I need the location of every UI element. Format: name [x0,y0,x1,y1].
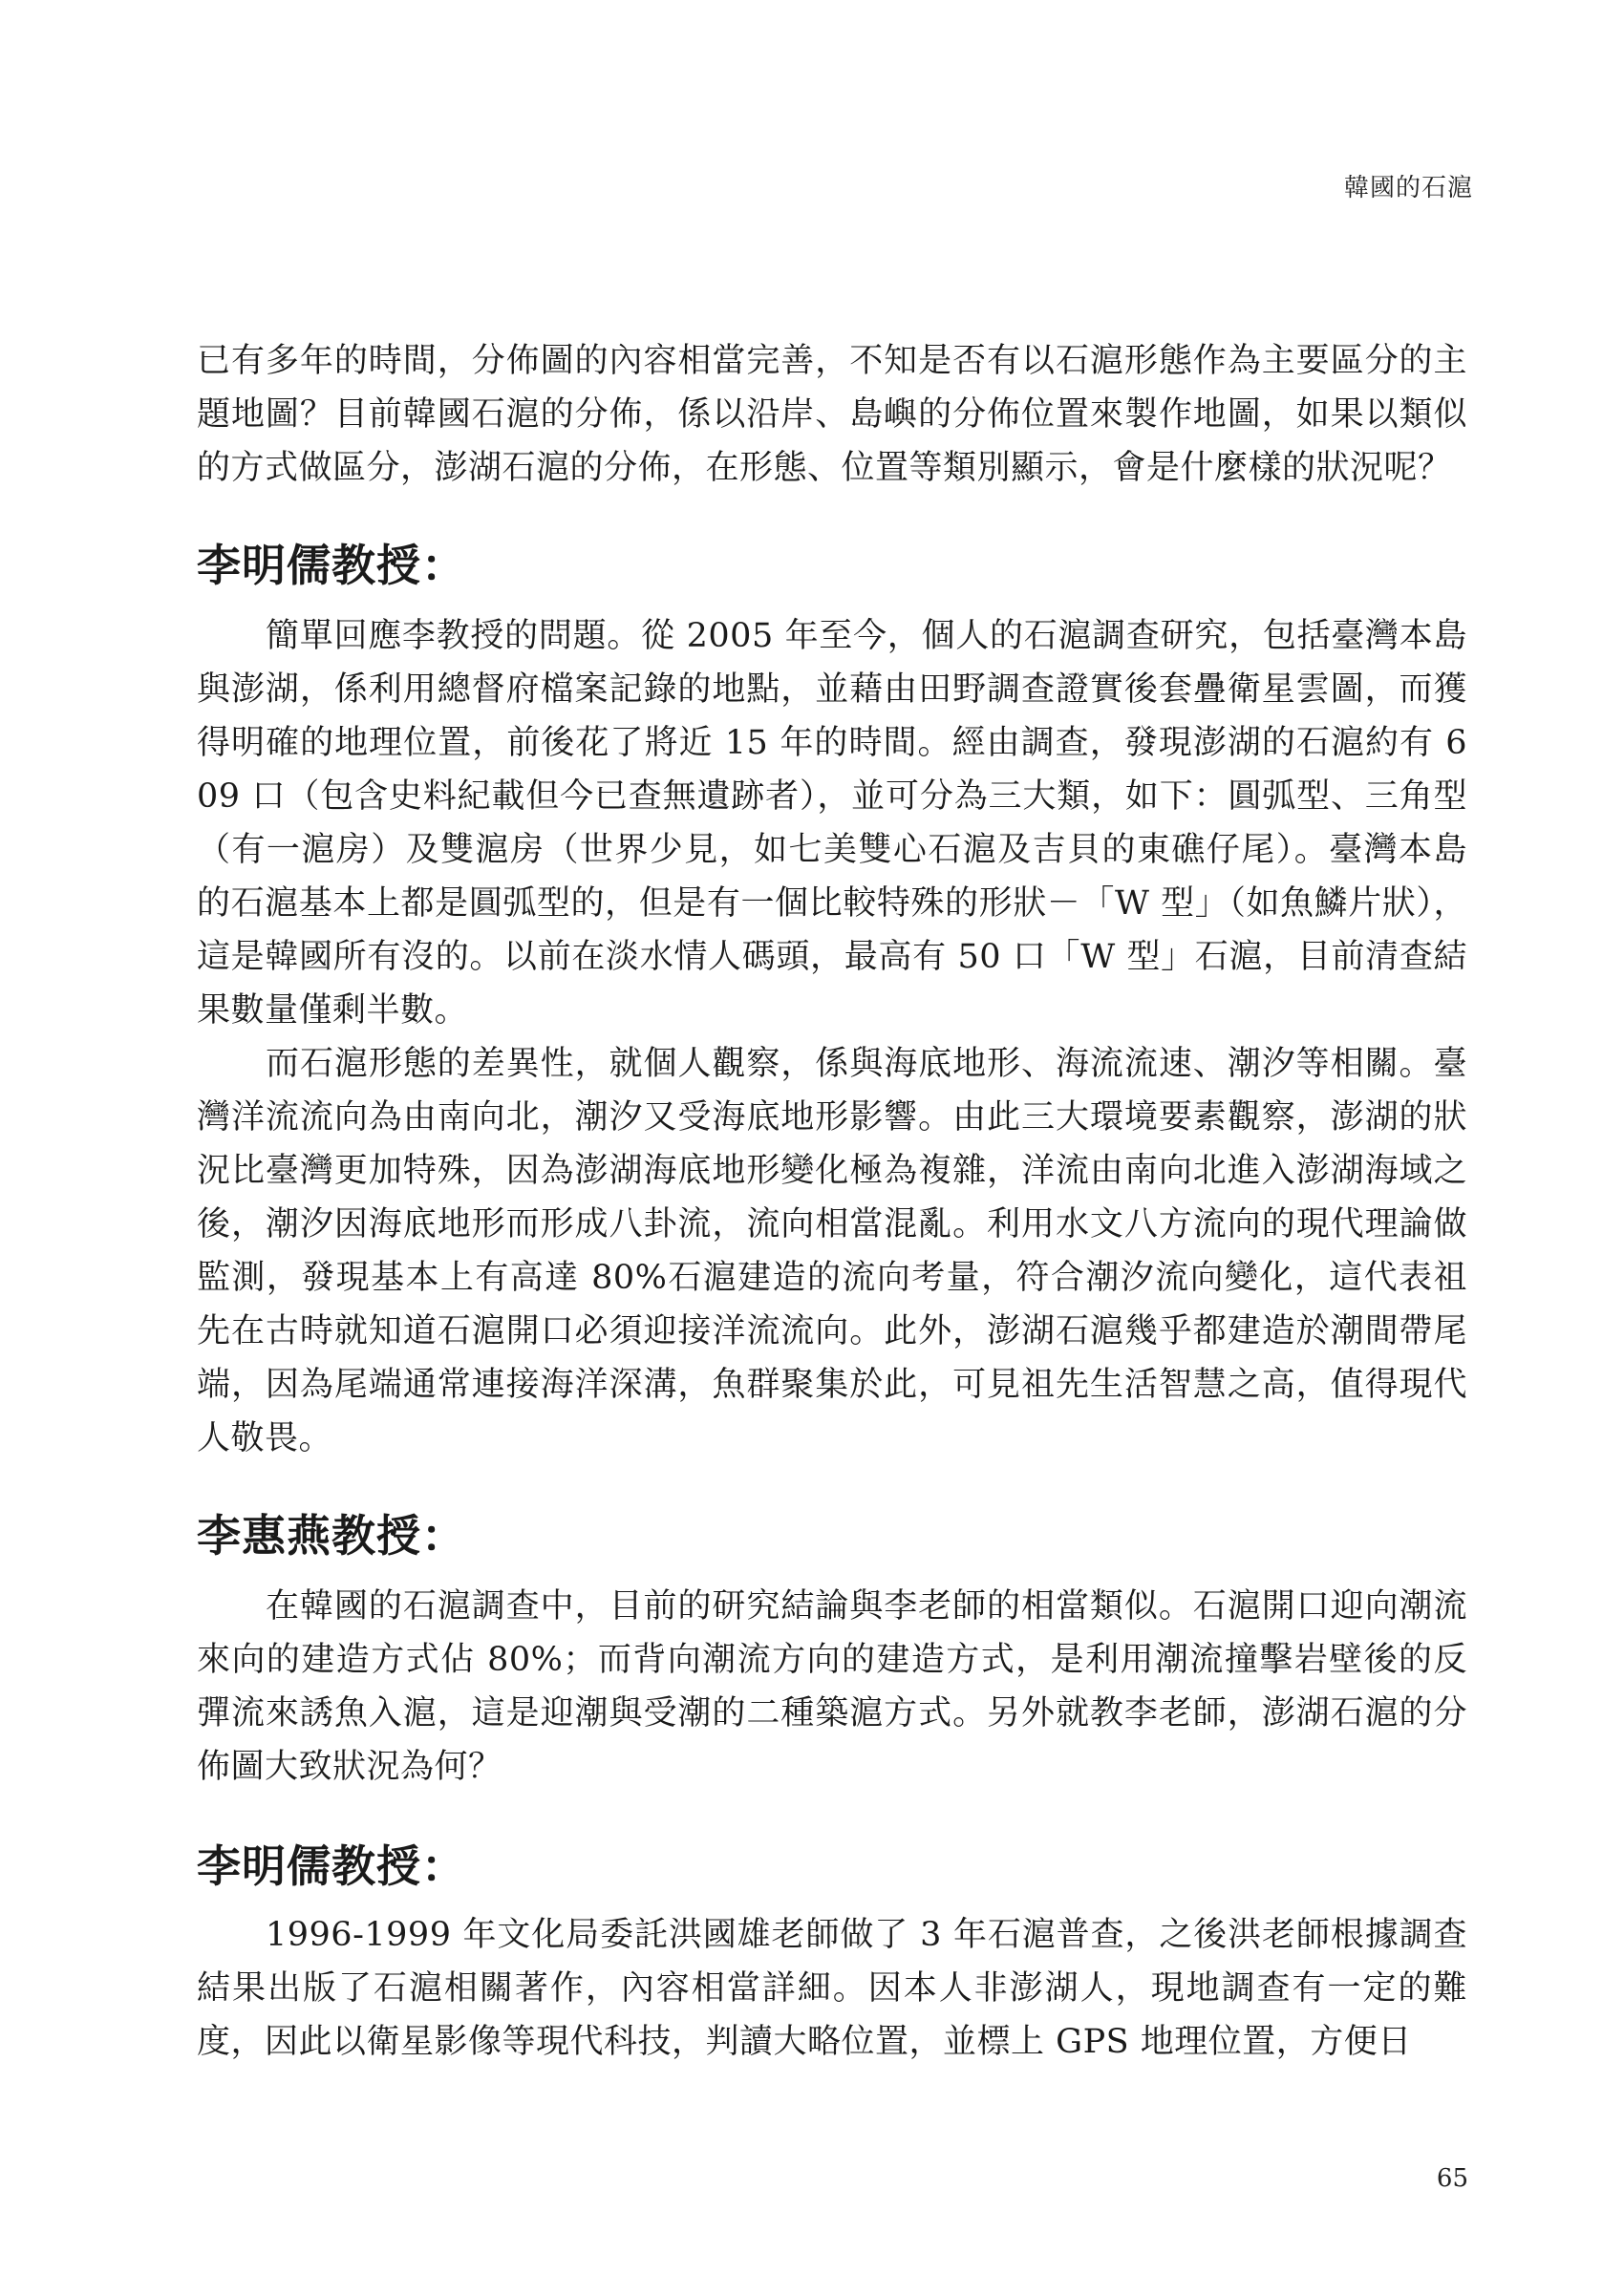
page-body [197,334,1467,2069]
paragraph-response-2: 而石滬形態的差異性，就個人觀察，係與海底地形、海流流速、潮汐等相關。臺灣洋流流向為由南向北，潮汐又受海底地形影響。由此三大環境要素觀察，澎湖的狀況比臺灣更加特殊，因為澎湖海底地形變化極為複雜，洋流由南向北進入澎湖海域之後，潮汐因海底地形而形成八卦流，流向相當混亂。利用水文八方流向的現代理論做監測，發現基本上有高達 80%石滬建造的流向考量，符合潮汐流向變化，這代表祖先在古時就知道石滬開口必須迎接洋流流向。此外，澎湖石滬幾乎都建造於潮間帶尾端，因為尾端通常連接海洋深溝，魚群聚集於此，可見祖先生活智慧之高，值得現代人敬畏。 [197,1045,1467,1457]
speaker-heading-lee-ming-ru-2: 李明儒教授： [197,1840,466,1892]
paragraph-continuation: 已有多年的時間，分佈圖的內容相當完善，不知是否有以石滬形態作為主要區分的主題地圖？目前韓國石滬的分佈，係以沿岸、島嶼的分佈位置來製作地圖，如果以類似的方式做區分，澎湖石滬的分佈，在形態、位置等類別顯示，會是什麼樣的狀況呢？ [197,342,1467,487]
speaker-heading-lee-hye-yeon: 李惠燕教授： [197,1510,466,1562]
speaker-heading-lee-ming-ru: 李明儒教授： [197,540,466,591]
paragraph-response-1: 簡單回應李教授的問題。從 2005 年至今，個人的石滬調查研究，包括臺灣本島與澎湖，係利用總督府檔案記錄的地點，並藉由田野調查證實後套疊衛星雲圖，而獲得明確的地理位置，前後花了將近 15 年的時間。經由調查，發現澎湖的石滬約有 609 口（包含史料紀載但今已查無遺跡者），並可分為三大類，如下：圓弧型、三角型（有一滬房）及雙滬房（世界少見，如七美雙心石滬及吉貝的東礁仔尾）。臺灣本島的石滬基本上都是圓弧型的，但是有一個比較特殊的形狀－「W 型」（如魚鱗片狀），這是韓國所有沒的。以前在淡水情人碼頭，最高有 50 口「W 型」石滬，目前清查結果數量僅剩半數。 [197,617,1467,1030]
page-number: 65 [1436,2164,1468,2193]
paragraph-question: 在韓國的石滬調查中，目前的研究結論與李老師的相當類似。石滬開口迎向潮流來向的建造方式佔 80%；而背向潮流方向的建造方式，是利用潮流撞擊岩壁後的反彈流來誘魚入滬，這是迎潮與受潮的二種築滬方式。另外就教李老師，澎湖石滬的分佈圖大致狀況為何？ [197,1587,1467,1786]
paragraph-response-3: 1996-1999 年文化局委託洪國雄老師做了 3 年石滬普查，之後洪老師根據調查結果出版了石滬相關著作，內容相當詳細。因本人非澎湖人，現地調查有一定的難度，因此以衛星影像等現代科技，判讀大略位置，並標上 GPS 地理位置，方便日 [197,1916,1467,2061]
running-header-title: 韓國的石滬 [1343,174,1473,202]
